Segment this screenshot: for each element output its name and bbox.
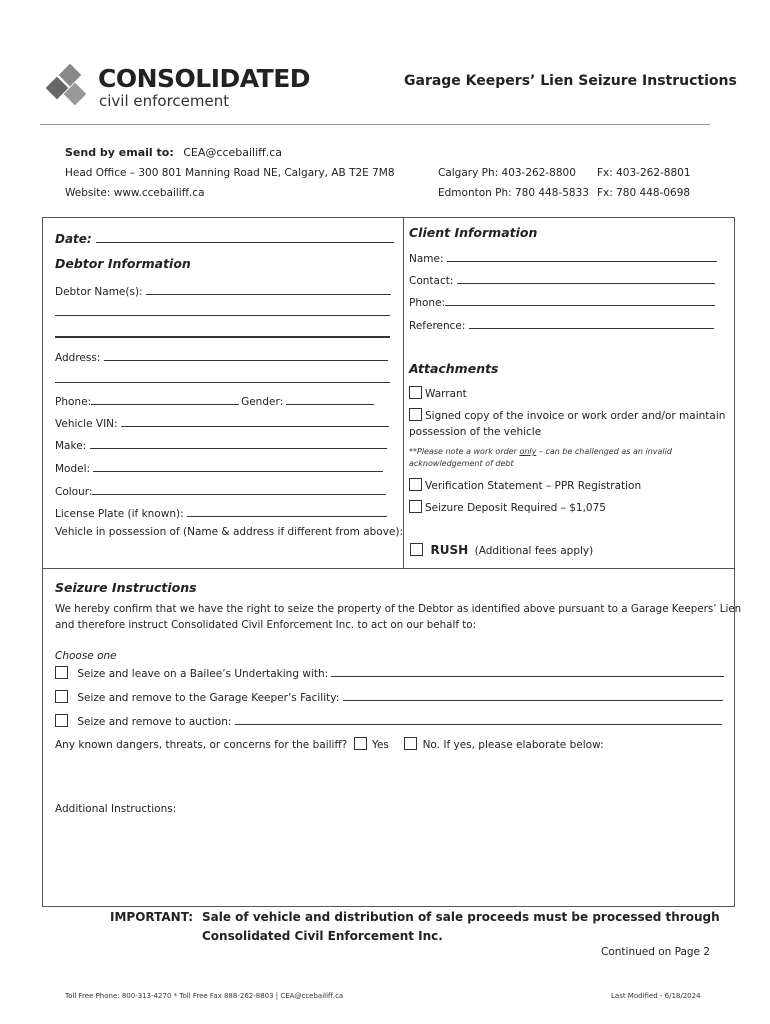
address-row xyxy=(55,349,388,364)
rush-label: RUSH xyxy=(430,543,469,557)
vin-field[interactable] xyxy=(121,415,389,427)
option-garage-field[interactable] xyxy=(343,689,723,701)
document-title: Garage Keepers’ Lien Seizure Instructions xyxy=(404,73,737,89)
signed-copy-label-1: Signed copy of the invoice or work order and/or maintain xyxy=(425,410,726,422)
date-label: Date: xyxy=(55,232,92,246)
rush-checkbox[interactable] xyxy=(410,543,423,556)
note-prefix: **Please note a work order xyxy=(409,447,520,456)
important-label: IMPORTANT: xyxy=(110,910,194,924)
dangers-label: Any known dangers, threats, or concerns for the bailiff? xyxy=(55,739,348,751)
debtor-names-field[interactable] xyxy=(146,283,391,295)
client-phone-field[interactable] xyxy=(445,294,715,306)
edmonton-phone: Edmonton Ph: 780 448-5833 xyxy=(438,187,589,199)
note-only: only xyxy=(519,447,537,456)
signed-copy-checkbox[interactable] xyxy=(409,408,422,421)
client-contact-label: Contact: xyxy=(409,275,454,287)
important-line-2: Consolidated Civil Enforcement Inc. xyxy=(202,929,443,943)
warrant-checkbox[interactable] xyxy=(409,386,422,399)
option-bailee xyxy=(55,665,724,680)
verification-label: Verification Statement – PPR Registration xyxy=(425,480,642,492)
gender-field[interactable] xyxy=(286,393,374,405)
note-line2: acknowledgement of debt xyxy=(409,459,514,468)
vin-row xyxy=(55,415,389,430)
calgary-phone: Calgary Ph: 403-262-8800 xyxy=(438,167,576,179)
model-row xyxy=(55,460,383,475)
option-garage xyxy=(55,689,723,704)
make-row xyxy=(55,437,387,452)
option-bailee-label: Seize and leave on a Bailee’s Undertaking with: xyxy=(77,668,329,680)
option-bailee-field[interactable] xyxy=(331,665,724,677)
phone-gender-row xyxy=(55,393,374,408)
important-line-1: Sale of vehicle and distribution of sale proceeds must be processed through xyxy=(202,910,720,924)
client-reference-row xyxy=(409,317,714,332)
rush-option xyxy=(410,543,593,557)
vin-label: Vehicle VIN: xyxy=(55,418,118,430)
work-order-note xyxy=(409,446,672,470)
possession-label: Vehicle in possession of (Name & address if different from above): xyxy=(55,526,404,538)
client-name-label: Name: xyxy=(409,253,444,265)
calgary-fax: Fx: 403-262-8801 xyxy=(597,167,691,179)
option-auction-checkbox[interactable] xyxy=(55,714,68,727)
head-office: Head Office – 300 801 Manning Road NE, Calgary, AB T2E 7M8 xyxy=(65,167,395,179)
deposit-checkbox[interactable] xyxy=(409,500,422,513)
deposit-label: Seizure Deposit Required – $1,075 xyxy=(425,502,606,514)
seizure-title: Seizure Instructions xyxy=(55,580,197,595)
edmonton-fax: Fx: 780 448-0698 xyxy=(597,187,691,199)
signed-copy-option xyxy=(409,408,725,440)
colour-row xyxy=(55,483,386,498)
rush-note: (Additional fees apply) xyxy=(474,545,594,557)
colour-field[interactable] xyxy=(92,483,386,495)
make-label: Make: xyxy=(55,440,87,452)
client-reference-label: Reference: xyxy=(409,320,466,332)
debtor-names-field-2[interactable] xyxy=(55,304,390,316)
verification-checkbox[interactable] xyxy=(409,478,422,491)
dangers-yes-label: Yes xyxy=(371,739,389,751)
make-field[interactable] xyxy=(90,437,387,449)
diamond-logo-icon xyxy=(40,64,100,114)
colour-label: Colour: xyxy=(55,486,93,498)
debtor-info-title: Debtor Information xyxy=(55,256,191,271)
continued-label: Continued on Page 2 xyxy=(601,946,711,958)
debtor-names-row xyxy=(55,283,391,298)
option-auction xyxy=(55,713,722,728)
dangers-no-label: No. If yes, please elaborate below: xyxy=(422,739,604,751)
warrant-option xyxy=(409,386,467,400)
address-field-2[interactable] xyxy=(55,371,390,383)
model-field[interactable] xyxy=(93,460,383,472)
phone-field[interactable] xyxy=(91,393,239,405)
confirm-text-1: We hereby confirm that we have the right to seize the property of the Debtor as identified above pursuant to a Garage Keepers’ Lien xyxy=(55,603,742,615)
signed-copy-label-2: possession of the vehicle xyxy=(409,426,542,438)
plate-row xyxy=(55,505,387,520)
dangers-yes-checkbox[interactable] xyxy=(354,737,367,750)
client-name-field[interactable] xyxy=(447,250,717,262)
footer-modified: Last Modified - 6/18/2024 xyxy=(611,992,701,1000)
confirm-text-2: and therefore instruct Consolidated Civil Enforcement Inc. to act on our behalf to: xyxy=(55,619,477,631)
option-auction-field[interactable] xyxy=(235,713,722,725)
address-label: Address: xyxy=(55,352,101,364)
option-garage-checkbox[interactable] xyxy=(55,690,68,703)
dangers-row xyxy=(55,737,604,751)
client-phone-label: Phone: xyxy=(409,297,446,309)
date-field[interactable] xyxy=(96,231,394,243)
additional-instructions-label: Additional Instructions: xyxy=(55,803,177,815)
client-contact-field[interactable] xyxy=(457,272,715,284)
footer-contact: Toll Free Phone: 800-313-4270 * Toll Free Fax 888-262-8803 | CEA@ccebailiff.ca xyxy=(65,992,344,1000)
logo-main-text: CONSOLIDATED xyxy=(98,64,311,93)
date-row xyxy=(55,231,394,246)
client-phone-row xyxy=(409,294,715,309)
option-garage-label: Seize and remove to the Garage Keeper’s Facility: xyxy=(77,692,340,704)
note-suffix: – can be challenged as an invalid xyxy=(536,447,672,456)
deposit-option xyxy=(409,500,606,514)
model-label: Model: xyxy=(55,463,91,475)
phone-label: Phone: xyxy=(55,396,92,408)
dangers-no-checkbox[interactable] xyxy=(404,737,417,750)
option-bailee-checkbox[interactable] xyxy=(55,666,68,679)
address-field[interactable] xyxy=(104,349,388,361)
company-logo xyxy=(40,64,311,114)
warrant-label: Warrant xyxy=(425,388,467,400)
attachments-title: Attachments xyxy=(409,361,499,376)
plate-label: License Plate (if known): xyxy=(55,508,184,520)
client-name-row xyxy=(409,250,717,265)
send-email-link[interactable]: CEA@ccebailiff.ca xyxy=(183,146,283,159)
gender-label: Gender: xyxy=(241,396,284,408)
debtor-names-label: Debtor Name(s): xyxy=(55,286,143,298)
send-label: Send by email to: xyxy=(65,146,174,159)
verification-option xyxy=(409,478,641,492)
option-auction-label: Seize and remove to auction: xyxy=(77,716,232,728)
client-contact-row xyxy=(409,272,715,287)
send-by-email xyxy=(65,146,282,159)
logo-sub-text: civil enforcement xyxy=(99,92,230,110)
choose-one-label: Choose one xyxy=(55,650,117,662)
website[interactable]: Website: www.ccebailiff.ca xyxy=(65,187,205,199)
header-divider xyxy=(40,124,710,125)
debtor-names-field-5[interactable] xyxy=(55,326,390,338)
client-reference-field[interactable] xyxy=(469,317,714,329)
plate-field[interactable] xyxy=(187,505,387,517)
client-info-title: Client Information xyxy=(409,225,538,240)
